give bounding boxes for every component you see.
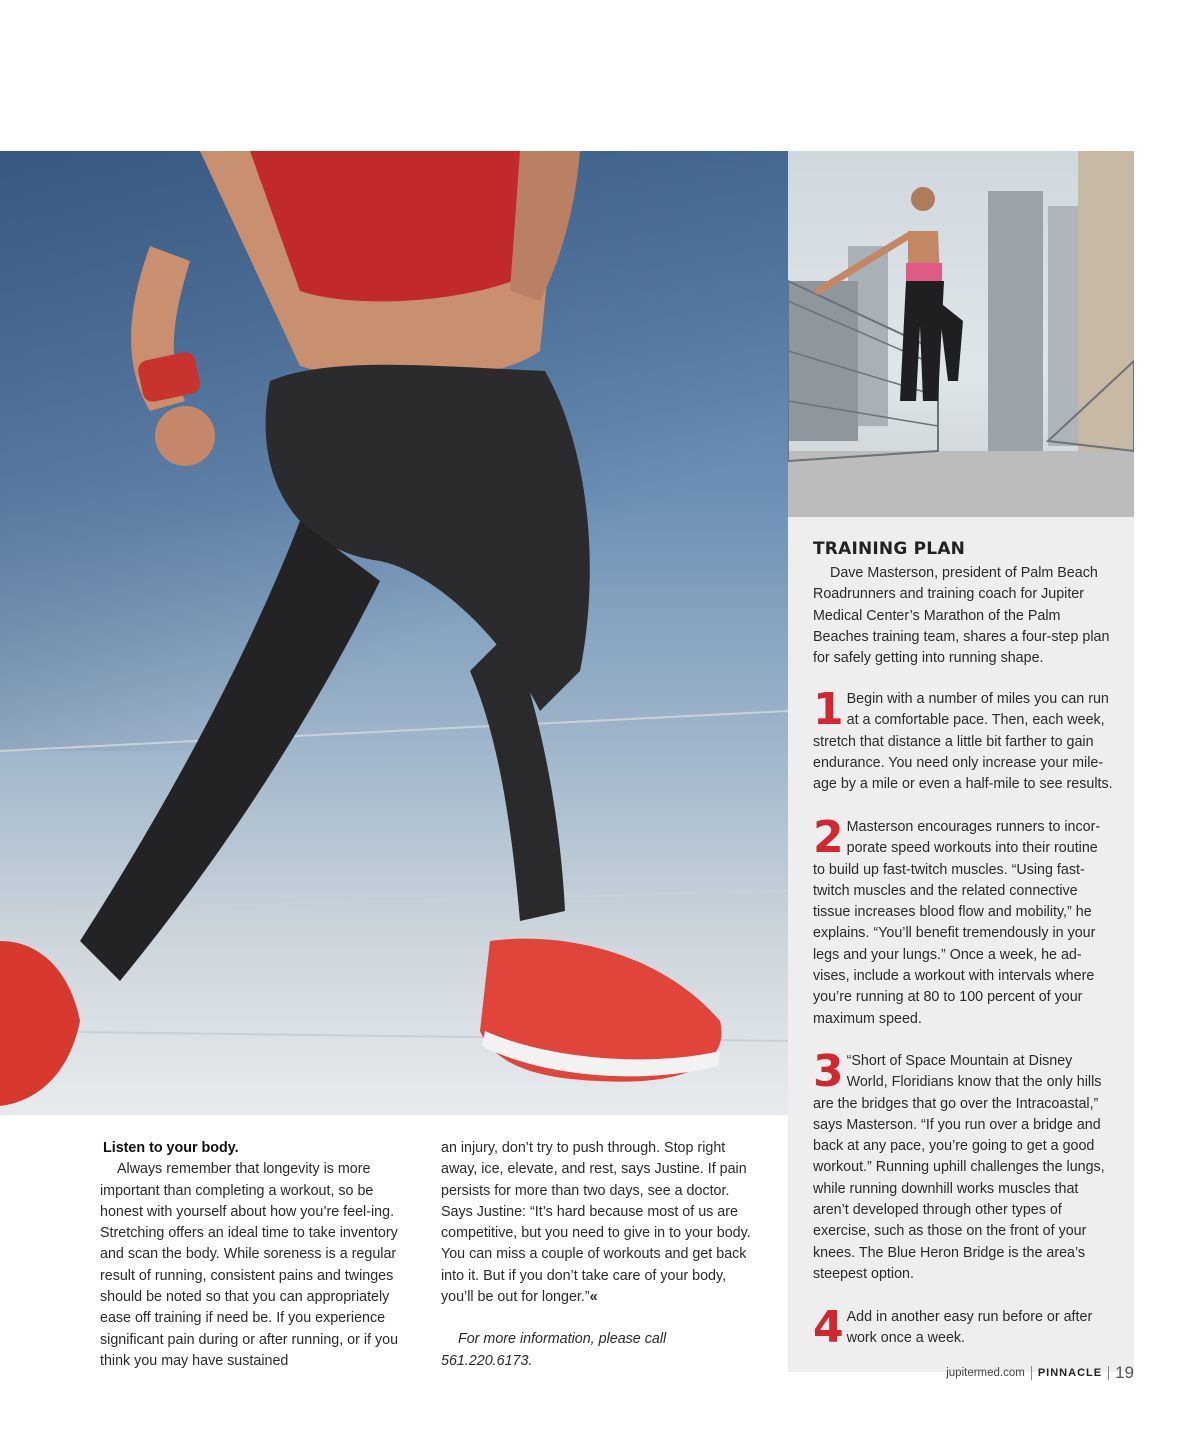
- stretching-runner-photo: [788, 151, 1134, 517]
- page-footer: [946, 1363, 1134, 1383]
- step-number: 1: [813, 684, 844, 735]
- step-3: [813, 1046, 1113, 1285]
- footer-brand: PINNACLE: [1037, 1367, 1103, 1379]
- contact-note: For more information, please call 561.220.6173.: [441, 1331, 667, 1369]
- step-4: [813, 1302, 1113, 1353]
- sidebar-title: TRAINING PLAN: [813, 539, 966, 559]
- end-mark: «: [589, 1289, 598, 1306]
- step-number: 4: [813, 1302, 844, 1353]
- runner-photo: [0, 151, 788, 1115]
- article-paragraph-continued: an injury, don’t try to push through. Stop right away, ice, elevate, and rest, says Justine. If pain persists for more than two days, see a doctor. Says Justine: “It’s hard because most of us are competitive, but you need to give in to your body. You can miss a couple of workouts and get back into it. But if you don’t take care of your body, you’ll be out for longer.”«: [441, 1140, 751, 1306]
- footer-divider: [1108, 1366, 1109, 1380]
- step-text: Masterson encourages runners to incor-porate speed workouts into their routine to build up fast-twitch muscles. “Using fast-twitch muscles and the related connective tissue increases blood flow and mobility,” he explains. “You’ll benefit tremendously in your legs and your lungs.” Once a week, he ad-vises, include a workout with intervals where you’re running at 80 to 100 percent of your maximum speed.: [813, 819, 1101, 1027]
- sidebar-intro: Dave Masterson, president of Palm Beach Roadrunners and training coach for Jupiter Medical Center’s Marathon of the Palm Beaches training team, shares a four-step plan for safely getting into running shape.: [813, 565, 1110, 667]
- training-plan-sidebar: [788, 517, 1134, 1372]
- step-text: Begin with a number of miles you can run at a comfortable pace. Then, each week, stretch that distance a little bit farther to gain endurance. You need only increase your mile-age by a mile or even a half-mile to see results.: [813, 691, 1113, 793]
- section-subhead: Listen to your body.: [103, 1140, 239, 1156]
- footer-divider: [1031, 1366, 1032, 1380]
- article-column-2: [441, 1138, 761, 1372]
- footer-site: jupitermed.com: [946, 1367, 1025, 1379]
- step-1: [813, 684, 1113, 795]
- step-text: “Short of Space Mountain at Disney World, Floridians know that the only hills are the bridges that go over the Intracoastal,” says Masterson. “If you run over a bridge and back at any pace, you’re going to get a good workout.” Running uphill challenges the lungs, while running downhill works muscles that aren’t developed through other types of exercise, such as those on the front of your knees. The Blue Heron Bridge is the area’s steepest option.: [813, 1053, 1105, 1282]
- step-text: Add in another easy run before or after work once a week.: [846, 1309, 1093, 1347]
- step-number: 2: [813, 812, 844, 863]
- step-number: 3: [813, 1046, 844, 1097]
- article-paragraph: Always remember that longevity is more important than completing a workout, so be honest with yourself about how you’re feel-ing. Stretching offers an ideal time to take inventory and scan the body. While soreness is a regular result of running, consistent pains and twinges should be noted so that you can appropriately ease off training if need be. If you experience significant pain during or after running, or if you think you may have sustained: [100, 1161, 399, 1369]
- article-column-1: [100, 1138, 420, 1372]
- step-2: [813, 812, 1113, 1030]
- page-number: 19: [1115, 1363, 1134, 1382]
